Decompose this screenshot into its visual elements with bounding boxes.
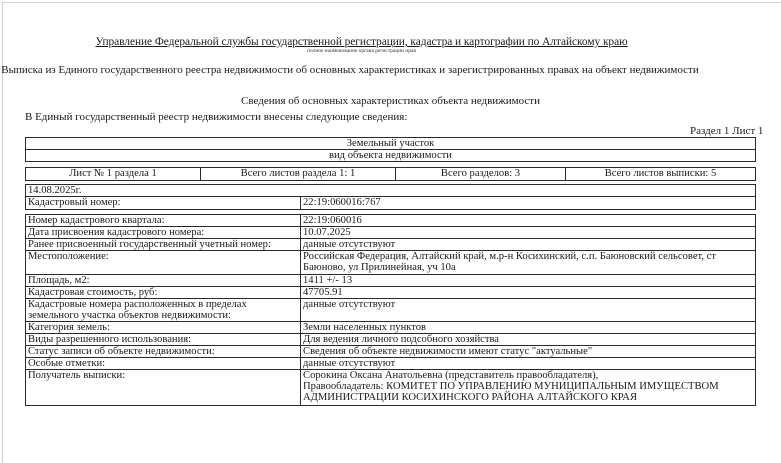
field-label: Площадь, м2: <box>26 275 301 286</box>
field-label: Ранее присвоенный государственный учетный номер: <box>26 239 301 250</box>
table-row <box>26 299 755 322</box>
field-value: 10.07.2025 <box>303 227 351 238</box>
field-value: 1411 +/- 13 <box>303 275 353 286</box>
cadastral-number-value: 22:19:060016:767 <box>303 197 381 208</box>
date-cadastral-box <box>25 184 756 210</box>
field-label: Номер кадастрового квартала: <box>26 215 301 226</box>
cadastral-number-label: Кадастровый номер: <box>26 197 301 209</box>
table-row <box>26 346 755 358</box>
field-label: Особые отметки: <box>26 358 301 369</box>
field-label: Статус записи об объекте недвижимости: <box>26 346 301 357</box>
section-sheet-label: Раздел 1 Лист 1 <box>690 125 764 137</box>
table-row <box>26 227 755 239</box>
field-value: данные отсутствуют <box>303 239 396 250</box>
table-row <box>26 287 755 299</box>
field-label: Кадастровые номера расположенных в пределах земельного участка объектов недвижимости: <box>26 299 301 321</box>
field-value: Российская Федерация, Алтайский край, м.р-н Косихинский, с.п. Баюновский сельсовет, ст Баюново, ул Прилинейная, уч 10а <box>303 251 716 273</box>
field-value: 22:19:060016 <box>303 215 362 226</box>
table-row <box>26 334 755 346</box>
object-type-caption: вид объекта недвижимости <box>329 149 452 161</box>
sections-total: Всего разделов: 3 <box>396 168 566 180</box>
field-value: данные отсутствуют <box>303 299 396 310</box>
extract-sheets-total: Всего листов выписки: 5 <box>604 168 717 179</box>
table-row <box>26 370 755 405</box>
document-title: Выписка из Единого государственного реестра недвижимости об основных характеристиках и зарегистрированных правах на объект недвижимости <box>1 64 699 76</box>
registration-authority: Управление Федеральной службы государственной регистрации, кадастра и картографии по Алтайскому краю <box>95 36 628 48</box>
object-type-box <box>25 137 756 162</box>
intro-text: В Единый государственный реестр недвижимости внесены следующие сведения: <box>25 111 408 123</box>
table-row <box>26 275 755 287</box>
table-row <box>26 322 755 334</box>
characteristics-table <box>25 214 756 406</box>
sheet-info-row <box>25 167 756 181</box>
section-title: Сведения об основных характеристиках объекта недвижимости <box>241 95 540 107</box>
field-value: Сведения об объекте недвижимости имеют статус "актуальные" <box>303 346 593 357</box>
field-value: Земли населенных пунктов <box>303 322 427 333</box>
recipient-value <box>301 370 755 405</box>
authority-caption: полное наименование органа регистрации прав <box>307 48 416 54</box>
table-row <box>26 358 755 370</box>
rights-holder-line: АДМИНИСТРАЦИИ КОСИХИНСКОГО РАЙОНА АЛТАЙСКОГО КРАЯ <box>303 392 638 403</box>
rights-holder-line: Правообладатель: КОМИТЕТ ПО УПРАВЛЕНИЮ МУНИЦИПАЛЬНЫМ ИМУЩЕСТВОМ <box>303 381 719 392</box>
field-value: данные отсутствуют <box>303 358 396 369</box>
cadastral-number-row <box>26 197 755 209</box>
section-sheets-total: Всего листов раздела 1: 1 <box>201 168 396 180</box>
field-label: Получатель выписки: <box>26 370 301 405</box>
field-label: Местоположение: <box>26 251 301 274</box>
table-row <box>26 251 755 275</box>
field-label: Кадастровая стоимость, руб: <box>26 287 301 298</box>
sheet-number: Лист № 1 раздела 1 <box>26 168 201 180</box>
recipient-line: Сорокина Оксана Анатольевна (представитель правообладателя), <box>303 370 599 381</box>
field-label: Виды разрешенного использования: <box>26 334 301 345</box>
table-row <box>26 239 755 251</box>
field-value: 47705.91 <box>303 287 343 298</box>
object-type: Земельный участок <box>26 138 755 150</box>
table-row <box>26 215 755 227</box>
field-label: Категория земель: <box>26 322 301 333</box>
field-value: Для ведения личного подсобного хозяйства <box>303 334 500 345</box>
field-label: Дата присвоения кадастрового номера: <box>26 227 301 238</box>
extract-date: 14.08.2025г. <box>26 185 755 197</box>
